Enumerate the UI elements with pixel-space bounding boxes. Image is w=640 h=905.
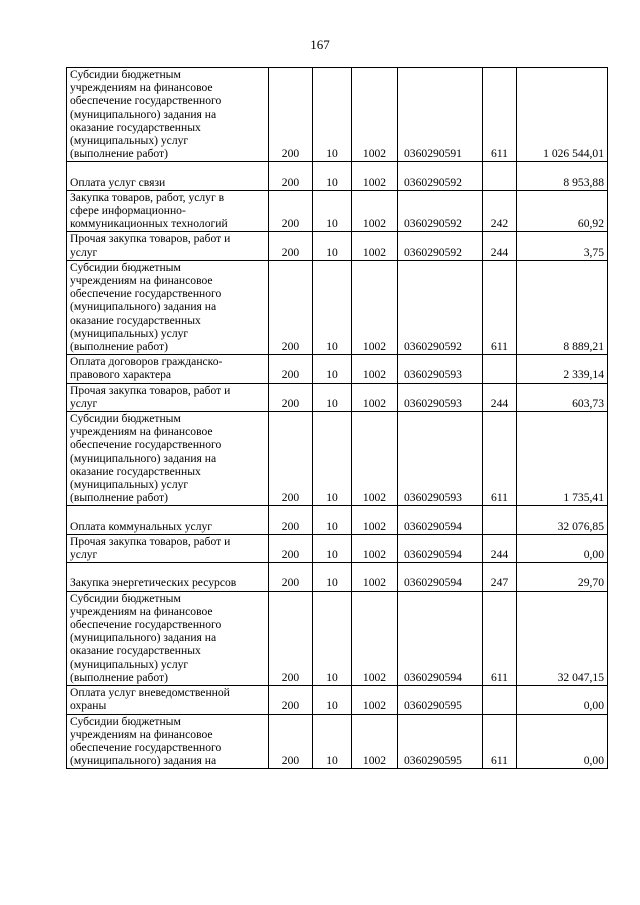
expense-name-line: Оплата услуг связи <box>70 175 166 189</box>
subsection-code-cell: 1002 <box>352 714 398 769</box>
table-row <box>67 591 608 685</box>
section-code-cell: 10 <box>313 162 352 190</box>
target-article-cell: 0360290593 <box>398 412 483 506</box>
section-code-cell: 10 <box>313 412 352 506</box>
expense-name-line: Оплата услуг вневедомственной <box>70 686 230 700</box>
expense-name-line: (муниципального) задания на <box>70 451 217 465</box>
expense-name-line: обеспечение государственного <box>70 94 222 108</box>
expense-name-line: Прочая закупка товаров, работ и <box>70 383 231 397</box>
table-row <box>67 383 608 411</box>
expense-name-cell <box>67 260 269 354</box>
expense-name-line <box>70 162 265 175</box>
subsection-code-cell: 1002 <box>352 383 398 411</box>
subsection-code-cell: 1002 <box>352 591 398 685</box>
expense-name-cell <box>67 534 269 562</box>
amount-cell: 2 339,14 <box>517 355 608 383</box>
target-article-cell: 0360290594 <box>398 563 483 591</box>
subsection-code-cell: 1002 <box>352 534 398 562</box>
expense-name-cell <box>67 686 269 714</box>
section-code-cell: 10 <box>313 383 352 411</box>
expense-type-cell: 244 <box>483 534 517 562</box>
expense-name-line: учреждениям на финансовое <box>70 604 213 618</box>
expense-name-cell <box>67 190 269 232</box>
expense-type-cell <box>483 162 517 190</box>
target-article-cell: 0360290591 <box>398 68 483 162</box>
expense-name-line: Субсидии бюджетным <box>70 260 181 274</box>
expense-type-cell: 611 <box>483 591 517 685</box>
expense-name-line: охраны <box>70 699 107 713</box>
subsection-code-cell: 1002 <box>352 232 398 260</box>
expense-name-line: оказание государственных <box>70 644 201 658</box>
table-row <box>67 162 608 190</box>
table-row <box>67 412 608 506</box>
subsection-code-cell: 1002 <box>352 190 398 232</box>
expense-name-line: Прочая закупка товаров, работ и <box>70 534 231 548</box>
ministry-code-cell: 200 <box>269 260 313 354</box>
target-article-cell: 0360290594 <box>398 506 483 534</box>
section-code-cell: 10 <box>313 686 352 714</box>
amount-cell: 0,00 <box>517 686 608 714</box>
subsection-code-cell: 1002 <box>352 355 398 383</box>
amount-cell: 60,92 <box>517 190 608 232</box>
expense-name-line: обеспечение государственного <box>70 618 222 632</box>
expense-name-line: услуг <box>70 548 98 562</box>
expense-name-line: Закупка энергетических ресурсов <box>70 576 237 590</box>
target-article-cell: 0360290594 <box>398 591 483 685</box>
expense-type-cell: 247 <box>483 563 517 591</box>
expense-name-line: учреждениям на финансовое <box>70 425 213 439</box>
expense-type-cell: 611 <box>483 68 517 162</box>
page-number: 167 <box>310 37 330 52</box>
expense-name-line: (муниципальных) услуг <box>70 657 189 671</box>
amount-cell: 1 735,41 <box>517 412 608 506</box>
expense-name-line: услуг <box>70 245 98 259</box>
ministry-code-cell: 200 <box>269 383 313 411</box>
ministry-code-cell: 200 <box>269 686 313 714</box>
table-row <box>67 534 608 562</box>
target-article-cell: 0360290595 <box>398 714 483 769</box>
expense-name-line: правового характера <box>70 368 172 382</box>
subsection-code-cell: 1002 <box>352 412 398 506</box>
expense-name-cell <box>67 68 269 162</box>
target-article-cell: 0360290595 <box>398 686 483 714</box>
expense-name-line: (муниципальных) услуг <box>70 134 189 148</box>
expense-name-line: (муниципального) задания на <box>70 107 217 121</box>
section-code-cell: 10 <box>313 68 352 162</box>
table-row <box>67 686 608 714</box>
table-row <box>67 355 608 383</box>
expense-name-line: Субсидии бюджетным <box>70 591 181 605</box>
expense-name-line: Субсидии бюджетным <box>70 412 181 426</box>
section-code-cell: 10 <box>313 563 352 591</box>
expense-type-cell: 242 <box>483 190 517 232</box>
expense-name-line: (выполнение работ) <box>70 147 168 161</box>
expense-name-line: (муниципальных) услуг <box>70 478 189 492</box>
table-row <box>67 260 608 354</box>
expense-name-line: сфере информационно- <box>70 204 186 218</box>
section-code-cell: 10 <box>313 534 352 562</box>
expense-name-cell <box>67 563 269 591</box>
expense-name-cell <box>67 355 269 383</box>
expense-name-cell <box>67 232 269 260</box>
target-article-cell: 0360290593 <box>398 383 483 411</box>
section-code-cell: 10 <box>313 190 352 232</box>
target-article-cell: 0360290593 <box>398 355 483 383</box>
subsection-code-cell: 1002 <box>352 162 398 190</box>
expense-name-line: обеспечение государственного <box>70 740 222 754</box>
expense-name-line: (муниципального) задания на <box>70 631 217 645</box>
expense-name-line: (муниципального) задания на <box>70 300 217 314</box>
expense-name-line: (выполнение работ) <box>70 670 168 684</box>
table-row <box>67 68 608 162</box>
expense-name-line: оказание государственных <box>70 464 201 478</box>
table-row <box>67 563 608 591</box>
section-code-cell: 10 <box>313 714 352 769</box>
expense-type-cell: 611 <box>483 260 517 354</box>
expense-name-line: обеспечение государственного <box>70 287 222 301</box>
expense-name-line: (выполнение работ) <box>70 491 168 505</box>
ministry-code-cell: 200 <box>269 563 313 591</box>
expense-name-cell <box>67 412 269 506</box>
expense-name-line: оказание государственных <box>70 313 201 327</box>
amount-cell: 32 076,85 <box>517 506 608 534</box>
section-code-cell: 10 <box>313 232 352 260</box>
expense-name-line: Субсидии бюджетным <box>70 68 181 81</box>
table-row <box>67 232 608 260</box>
section-code-cell: 10 <box>313 260 352 354</box>
expense-name-line: учреждениям на финансовое <box>70 81 213 95</box>
expense-name-line: учреждениям на финансовое <box>70 727 213 741</box>
expense-type-cell: 244 <box>483 232 517 260</box>
expense-name-line <box>70 506 265 519</box>
expense-type-cell: 244 <box>483 383 517 411</box>
table-row <box>67 714 608 769</box>
expense-type-cell: 611 <box>483 714 517 769</box>
amount-cell: 32 047,15 <box>517 591 608 685</box>
expense-name-cell <box>67 383 269 411</box>
subsection-code-cell: 1002 <box>352 68 398 162</box>
target-article-cell: 0360290592 <box>398 190 483 232</box>
section-code-cell: 10 <box>313 355 352 383</box>
ministry-code-cell: 200 <box>269 190 313 232</box>
amount-cell: 8 953,88 <box>517 162 608 190</box>
section-code-cell: 10 <box>313 591 352 685</box>
expense-name-line: услуг <box>70 396 98 410</box>
target-article-cell: 0360290592 <box>398 232 483 260</box>
expense-type-cell <box>483 506 517 534</box>
expense-name-line <box>70 563 265 576</box>
budget-table-body <box>67 68 608 769</box>
ministry-code-cell: 200 <box>269 412 313 506</box>
amount-cell: 0,00 <box>517 534 608 562</box>
expense-name-line: учреждениям на финансовое <box>70 274 213 288</box>
amount-cell: 8 889,21 <box>517 260 608 354</box>
expense-name-line: Прочая закупка товаров, работ и <box>70 232 231 246</box>
expense-name-cell <box>67 506 269 534</box>
table-row <box>67 190 608 232</box>
expense-name-line: Оплата договоров гражданско- <box>70 355 223 369</box>
ministry-code-cell: 200 <box>269 506 313 534</box>
target-article-cell: 0360290592 <box>398 162 483 190</box>
budget-table <box>66 67 608 769</box>
ministry-code-cell: 200 <box>269 355 313 383</box>
subsection-code-cell: 1002 <box>352 260 398 354</box>
expense-name-line: Субсидии бюджетным <box>70 714 181 728</box>
amount-cell: 3,75 <box>517 232 608 260</box>
expense-name-cell <box>67 162 269 190</box>
target-article-cell: 0360290594 <box>398 534 483 562</box>
expense-name-line: (муниципального) задания на <box>70 754 217 768</box>
ministry-code-cell: 200 <box>269 591 313 685</box>
ministry-code-cell: 200 <box>269 714 313 769</box>
expense-name-line: (муниципальных) услуг <box>70 326 189 340</box>
subsection-code-cell: 1002 <box>352 563 398 591</box>
expense-name-line: коммуникационных технологий <box>70 217 228 231</box>
expense-name-line: оказание государственных <box>70 120 201 134</box>
expense-name-line: обеспечение государственного <box>70 438 222 452</box>
expense-name-cell <box>67 591 269 685</box>
ministry-code-cell: 200 <box>269 232 313 260</box>
amount-cell: 603,73 <box>517 383 608 411</box>
target-article-cell: 0360290592 <box>398 260 483 354</box>
ministry-code-cell: 200 <box>269 162 313 190</box>
amount-cell: 0,00 <box>517 714 608 769</box>
expense-type-cell: 611 <box>483 412 517 506</box>
expense-type-cell <box>483 355 517 383</box>
subsection-code-cell: 1002 <box>352 506 398 534</box>
ministry-code-cell: 200 <box>269 534 313 562</box>
expense-name-line: (выполнение работ) <box>70 340 168 354</box>
ministry-code-cell: 200 <box>269 68 313 162</box>
amount-cell: 1 026 544,01 <box>517 68 608 162</box>
amount-cell: 29,70 <box>517 563 608 591</box>
subsection-code-cell: 1002 <box>352 686 398 714</box>
expense-name-line: Оплата коммунальных услуг <box>70 519 213 533</box>
expense-name-cell <box>67 714 269 769</box>
expense-name-line: Закупка товаров, работ, услуг в <box>70 190 225 204</box>
section-code-cell: 10 <box>313 506 352 534</box>
table-row <box>67 506 608 534</box>
expense-type-cell <box>483 686 517 714</box>
